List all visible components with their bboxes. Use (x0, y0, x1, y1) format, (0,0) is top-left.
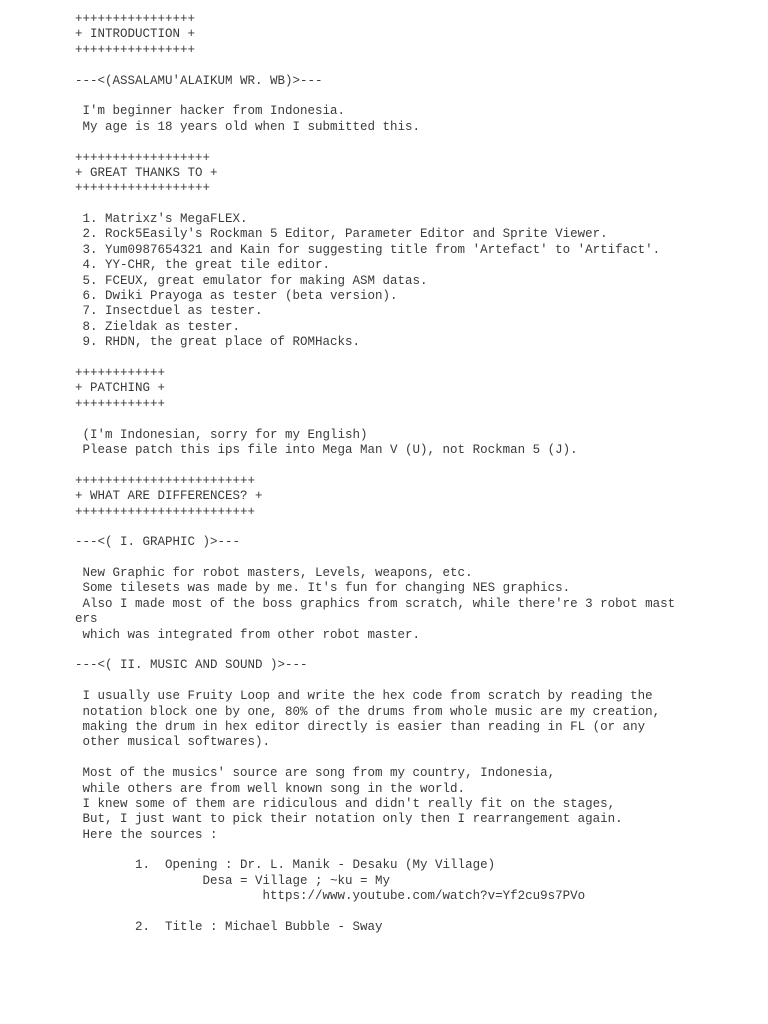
document-line: ---<( II. MUSIC AND SOUND )>--- (75, 658, 308, 673)
document-line: Here the sources : (75, 827, 218, 842)
document-line: https://www.youtube.com/watch?v=Yf2cu9s7PVo (75, 889, 586, 904)
document-line: But, I just want to pick their notation only then I rearrangement again. (75, 812, 623, 827)
text-document (75, 12, 765, 935)
document-line: ++++++++++++ (75, 396, 166, 411)
document-line: ---<(ASSALAMU'ALAIKUM WR. WB)>--- (75, 73, 323, 88)
document-line: Please patch this ips file into Mega Man V (U), not Rockman 5 (J). (75, 442, 578, 457)
document-line: ers (75, 612, 98, 627)
document-line: 6. Dwiki Prayoga as tester (beta version). (75, 289, 398, 304)
document-line: Desa = Village ; ~ku = My (75, 873, 391, 888)
document-line: other musical softwares). (75, 735, 271, 750)
document-line: My age is 18 years old when I submitted this. (75, 119, 421, 134)
document-line: 7. Insectduel as tester. (75, 304, 263, 319)
document-line: 2. Rock5Easily's Rockman 5 Editor, Parameter Editor and Sprite Viewer. (75, 227, 608, 242)
document-line: + GREAT THANKS TO + (75, 165, 218, 180)
document-line: + PATCHING + (75, 381, 166, 396)
document-line (75, 351, 765, 366)
document-line (75, 551, 765, 566)
document-line: 4. YY-CHR, the great tile editor. (75, 258, 331, 273)
document-line: (I'm Indonesian, sorry for my English) (75, 427, 368, 442)
document-line: 1. Matrixz's MegaFLEX. (75, 212, 248, 227)
document-line: Also I made most of the boss graphics from scratch, while there're 3 robot mast (75, 596, 676, 611)
document-line: I knew some of them are ridiculous and didn't really fit on the stages, (75, 796, 616, 811)
document-line: ---<( I. GRAPHIC )>--- (75, 535, 241, 550)
document-line: making the drum in hex editor directly is easier than reading in FL (or any (75, 719, 646, 734)
document-line: ++++++++++++++++++++++++ (75, 504, 256, 519)
document-line: I usually use Fruity Loop and write the hex code from scratch by reading the (75, 689, 653, 704)
document-line: Most of the musics' source are song from my country, Indonesia, (75, 766, 556, 781)
document-line: ++++++++++++++++++ (75, 181, 211, 196)
document-line: Some tilesets was made by me. It's fun for changing NES graphics. (75, 581, 571, 596)
document-line: 1. Opening : Dr. L. Manik - Desaku (My Village) (75, 858, 496, 873)
document-line (75, 89, 765, 104)
document-line: notation block one by one, 80% of the drums from whole music are my creation, (75, 704, 661, 719)
document-line: New Graphic for robot masters, Levels, weapons, etc. (75, 566, 473, 581)
document-line (75, 674, 765, 689)
document-line: 5. FCEUX, great emulator for making ASM datas. (75, 273, 428, 288)
document-line (75, 197, 765, 212)
document-line: I'm beginner hacker from Indonesia. (75, 104, 346, 119)
document-line: while others are from well known song in the world. (75, 781, 466, 796)
document-line (75, 751, 765, 766)
document-line (75, 58, 765, 73)
document-line: ++++++++++++++++ (75, 42, 196, 57)
document-line (75, 458, 765, 473)
document-line (75, 135, 765, 150)
document-line: ++++++++++++++++ (75, 12, 196, 26)
document-line: 9. RHDN, the great place of ROMHacks. (75, 335, 361, 350)
document-line: which was integrated from other robot master. (75, 627, 421, 642)
document-line: + INTRODUCTION + (75, 27, 196, 42)
document-line (75, 643, 765, 658)
document-line: ++++++++++++ (75, 365, 166, 380)
document-line: ++++++++++++++++++ (75, 150, 211, 165)
document-line: 3. Yum0987654321 and Kain for suggesting title from 'Artefact' to 'Artifact'. (75, 242, 661, 257)
document-line: ++++++++++++++++++++++++ (75, 473, 256, 488)
document-line: + WHAT ARE DIFFERENCES? + (75, 489, 263, 504)
document-line (75, 843, 765, 858)
document-line (75, 412, 765, 427)
document-line (75, 905, 765, 920)
document-line (75, 520, 765, 535)
document-line: 8. Zieldak as tester. (75, 319, 241, 334)
document-line: 2. Title : Michael Bubble - Sway (75, 920, 383, 935)
